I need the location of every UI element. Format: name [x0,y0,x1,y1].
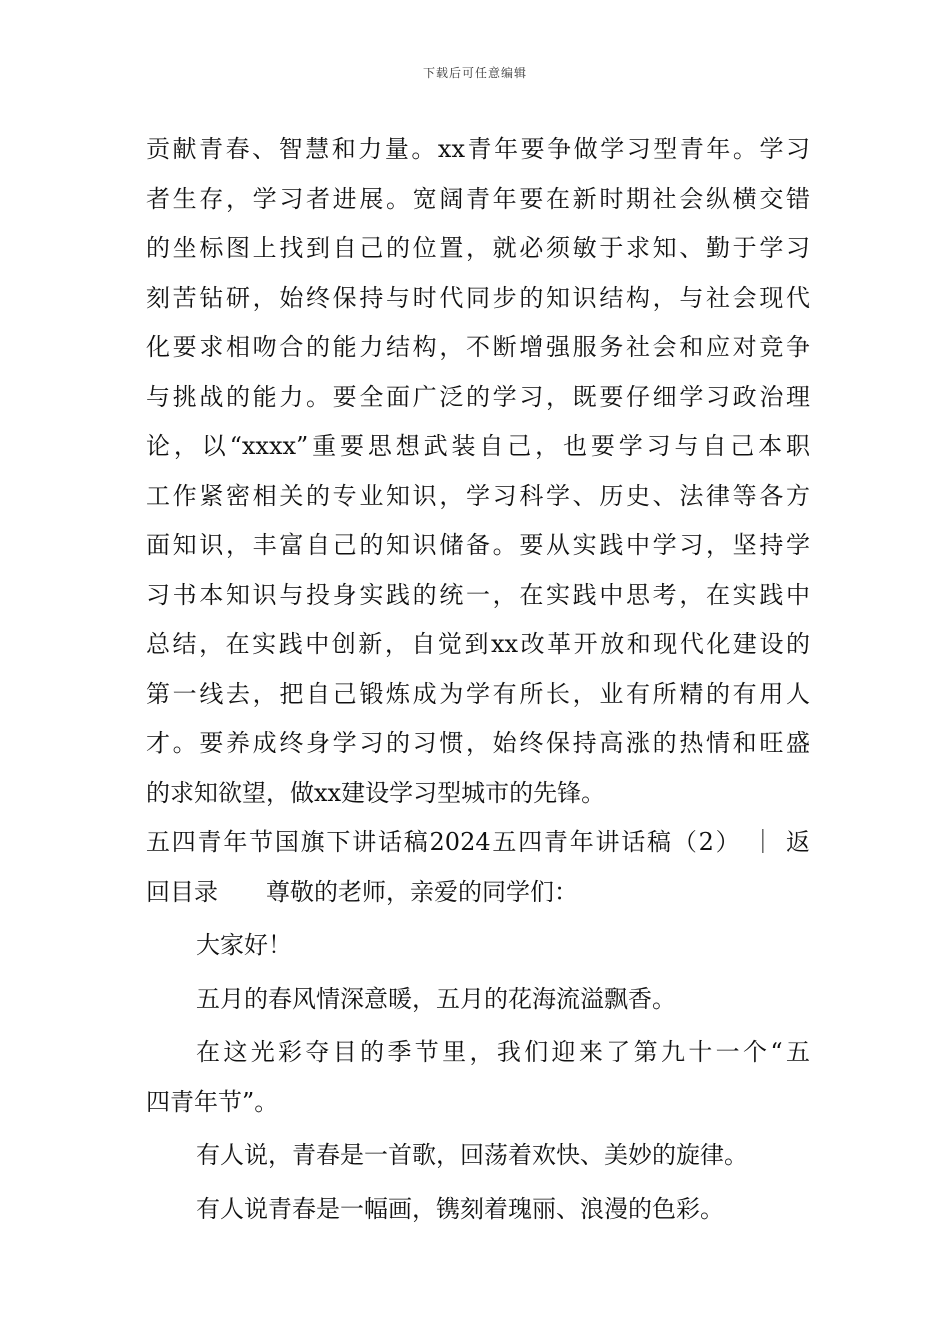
body-line: 有人说青春是一幅画，镌刻着瑰丽、浪漫的色彩。 [196,1194,724,1223]
body-line: 第一线去，把自己锻炼成为学有所长，业有所精的有用人 [146,679,810,708]
body-line: 五月的春风情深意暖，五月的花海流溢飘香。 [196,984,676,1013]
body-line: 习书本知识与投身实践的统一，在实践中思考，在实践中 [146,580,810,609]
body-line: 大家好！ [196,931,292,959]
body-line: 在这光彩夺目的季节里，我们迎来了第九十一个“五 [196,1038,810,1066]
body-line: 贡献青春、智慧和力量。xx青年要争做学习型青年。学习 [146,135,810,163]
body-line: 化要求相吻合的能力结构，不断增强服务社会和应对竞争 [146,333,810,361]
section-heading-line: 回目录 尊敬的老师，亲爱的同学们： [146,877,578,906]
body-line: 四青年节”。 [146,1087,279,1116]
body-line: 的坐标图上找到自己的位置，就必须敏于求知、勤于学习 [146,234,810,262]
body-line: 刻苦钻研，始终保持与时代同步的知识结构，与社会现代 [146,283,810,312]
document-body [146,125,810,1234]
section-heading-line: 五四青年节国旗下讲话稿2024五四青年讲话稿（2） ｜ 返 [146,828,810,856]
body-line: 总结，在实践中创新，自觉到xx改革开放和现代化建设的 [146,630,810,658]
body-line: 才。要养成终身学习的习惯，始终保持高涨的热情和旺盛 [146,729,810,757]
body-line: 与挑战的能力。要全面广泛的学习，既要仔细学习政治理 [146,382,810,411]
body-line: 者生存，学习者进展。宽阔青年要在新时期社会纵横交错 [146,184,810,213]
body-line: 的求知欲望，做xx建设学习型城市的先锋。 [146,778,606,807]
body-line: 工作紧密相关的专业知识，学习科学、历史、法律等各方 [146,481,810,510]
body-line: 面知识，丰富自己的知识储备。要从实践中学习，坚持学 [146,531,810,559]
body-line: 论，以“xxxx”重要思想武装自己，也要学习与自己本职 [146,432,810,460]
body-line: 有人说，青春是一首歌，回荡着欢快、美妙的旋律。 [196,1141,748,1169]
page-header: 下载后可任意编辑 [422,66,527,80]
